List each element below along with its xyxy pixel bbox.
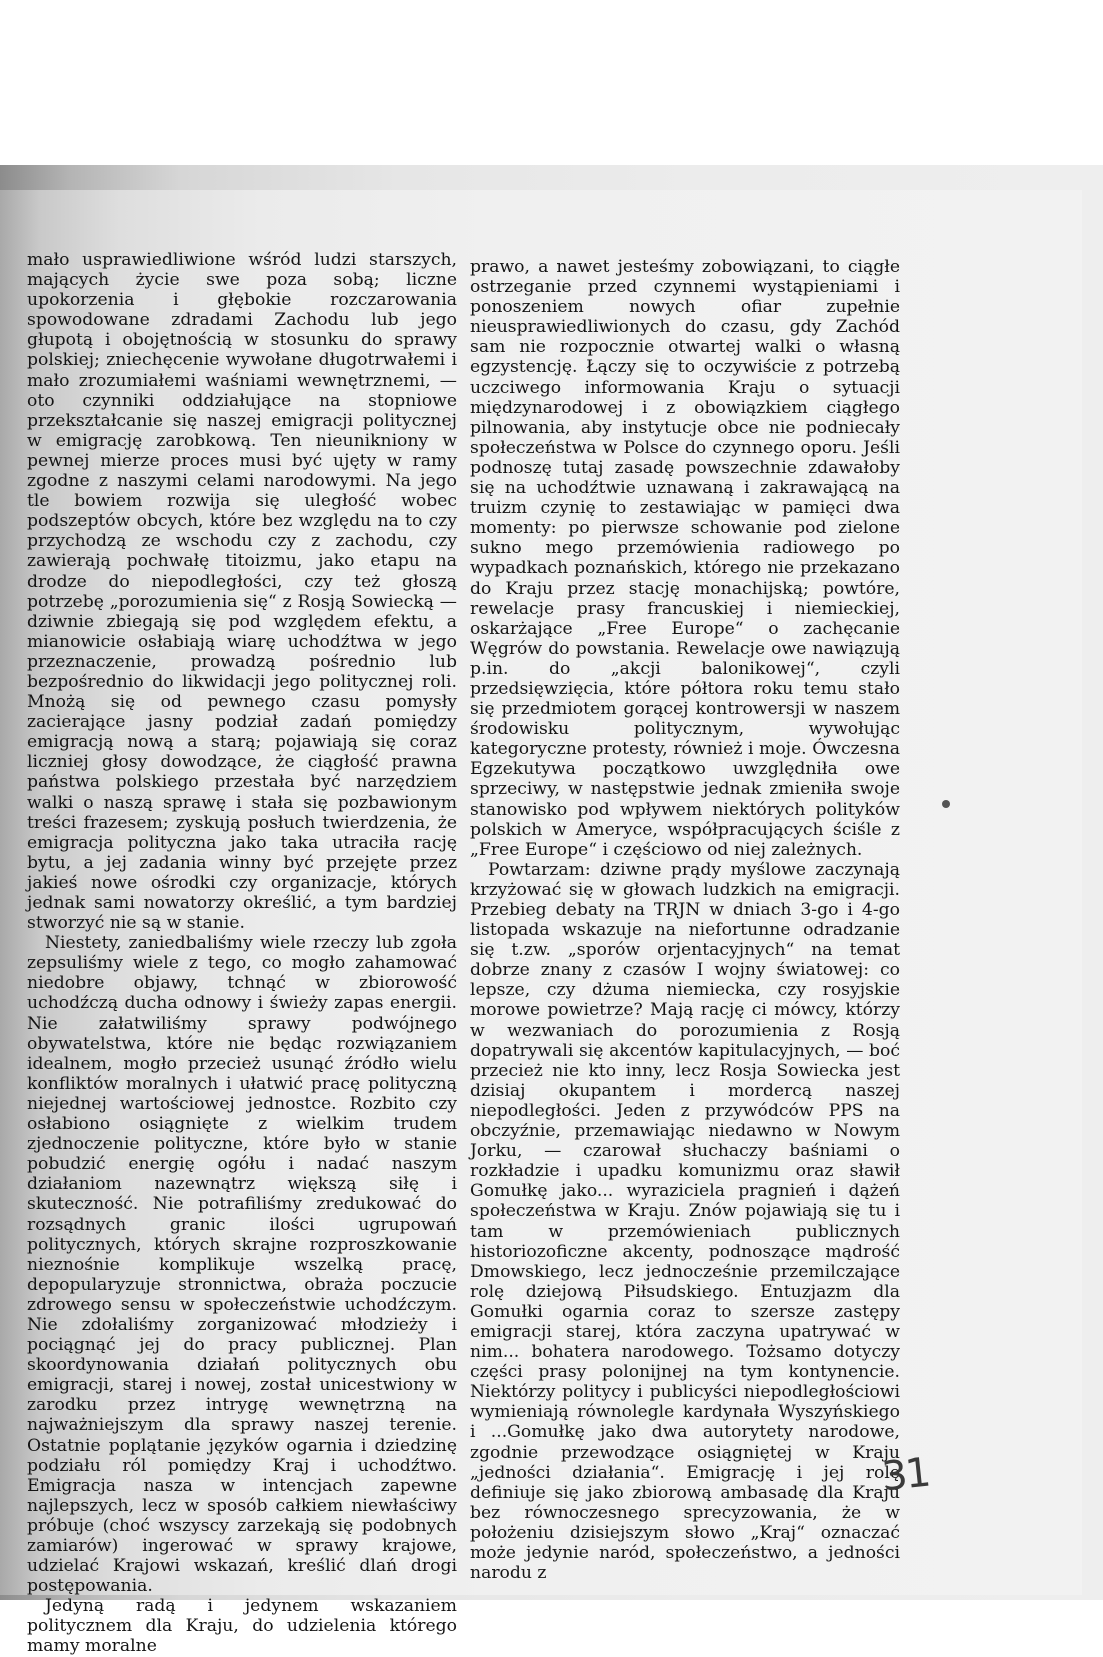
left-paragraph-2: Niestety, zaniedbaliśmy wiele rzeczy lub zgoła zepsuliśmy wiele z tego, co mogło zahamować niedobre objawy, tchnąć w zbiorowość uchodźczą ducha odnowy i świeży zapas energii. Nie załatwiliśmy sprawy podwójnego obywatelstwa, które nie będąc rozwiązaniem idealnem, mogło przecież usunąć źródło wielu konfliktów moralnych i ułatwić pracę polityczną niejednej wartościowej jednostce. Rozbito czy osłabiono osiągnięte z wielkim trudem zjednoczenie polityczne, które było w stanie pobudzić energię ogółu i nadać naszym działaniom nazewnątrz większą siłę i skuteczność. Nie potrafiliśmy zredukować do rozsądnych granic ilości ugrupowań politycznych, których skrajne rozproszkowanie nieznośnie komplikuje wszelką pracę, depopularyzuje stronnictwa, obraża poczucie zdrowego sensu w społeczeństwie uchodźczym. Nie zdołaliśmy zorganizować młodzieży i pociągnąć jej do pracy publicznej. Plan skoordynowania działań politycznych obu emigracji, starej i nowej, został unicestwiony w zarodku przez intrygę wewnętrzną na najważniejszym dla sprawy naszej terenie. Ostatnie poplątanie języków ogarnia i dziedzinę podziału ról pomiędzy Kraj i uchodźtwo. Emigracja nasza w intencjach zapewne najlepszych, lecz w sposób całkiem niewłaściwy próbuje (choć wszyscy zarzekają się podobnych zamiarów) ingerować w sprawy krajowe, udzielać Krajowi wskazań, kreślić dlań drogi postępowania. bbox=[27, 933, 457, 1597]
right-text-column bbox=[470, 257, 900, 1583]
right-paragraph-2: Powtarzam: dziwne prądy myślowe zaczynają krzyżować się w głowach ludzkich na emigracji. Przebieg debaty na TRJN w dniach 3-go i 4-go listopada wskazuje na niefortunne odradzanie się t.zw. „sporów orjentacyjnych“ na temat dobrze znany z czasów I wojny światowej: co lepsze, czy dżuma niemiecka, czy rosyjskie morowe powietrze? Mają rację ci mówcy, którzy w wezwaniach do porozumienia z Rosją dopatrywali się akcentów kapitulacyjnych, — boć przecież nie kto inny, lecz Rosja Sowiecka jest dzisiaj okupantem i mordercą naszej niepodległości. Jeden z przywódców PPS na obczyźnie, przemawiając niedawno w Nowym Jorku, — czarował słuchaczy baśniami o rozkładzie i upadku komunizmu oraz sławił Gomułkę jako... wyraziciela pragnień i dążeń społeczeństwa w Kraju. Znów pojawiają się tu i tam w przemówieniach publicznych historiozoficzne akcenty, podnoszące mądrość Dmowskiego, lecz jednocześnie przemilczające rolę dziejową Piłsudskiego. Entuzjazm dla Gomułki ogarnia coraz to szersze zastępy emigracji starej, która zaczyna upatrywać w nim... bohatera narodowego. Tożsamo dotyczy części prasy polonijnej na tym kontynencie. Niektórzy politycy i publicyści niepodległościowi wymieniają równolegle kardynała Wyszyńskiego i ...Gomułkę jako dwa autorytety narodowe, zgodnie przewodzące osiągniętej w Kraju „jedności działania“. Emigrację i jej rolę definiuje się jako zbiorową ambasadę dla Kraju bez równoczesnego sprecyzowania, że w położeniu dzisiejszym słowo „Kraj“ oznaczać może jedynie naród, społeczeństwo, a jedności narodu z bbox=[470, 859, 900, 1584]
right-paragraph-1: prawo, a nawet jesteśmy zobowiązani, to ciągłe ostrzeganie przed czynnemi wystąpieniami i ponoszeniem nowych ofiar zupełnie nieusprawiedliwionych do czasu, gdy Zachód sam nie rozpocznie otwartej walki o własną egzystencję. Łączy się to oczywiście z potrzebą uczciwego informowania Kraju o sytuacji międzynarodowej i z obowiązkiem ciągłego pilnowania, aby instytucje obce nie podniecały społeczeństwa w Polsce do czynnego oporu. Jeśli podnoszę tutaj zasadę powszechnie zdawałoby się na uchodźtwie uznawaną i zakrawającą na truizm czynię to zestawiając w pamięci dwa momenty: po pierwsze schowanie pod zielone sukno mego przemówienia radiowego po wypadkach poznańskich, którego nie przekazano do Kraju przez stację monachijską; powtóre, rewelacje prasy francuskiej i niemieckiej, oskarżające „Free Europe“ o zachęcanie Węgrów do powstania. Rewelacje owe nawiązują p.in. do „akcji balonikowej“, czyli przedsięwzięcia, które półtora roku temu stało się przedmiotem gorącej kontrowersji w naszem środowisku politycznym, wywołując kategoryczne protesty, również i moje. Ówczesna Egzekutywa początkowo uwzględniła owe sprzeciwy, w następstwie jednak zmieniła swoje stanowisko pod wpływem niektórych polityków polskich w Ameryce, współpracujących ściśle z „Free Europe“ i częściowo od niej zależnych. bbox=[470, 257, 900, 860]
scan-speck bbox=[942, 800, 950, 808]
handwritten-page-number: 31 bbox=[879, 1449, 932, 1501]
left-paragraph-3: Jedyną radą i jedynem wskazaniem politycznem dla Kraju, do udzielenia którego mamy moralne bbox=[27, 1596, 457, 1657]
left-paragraph-1: mało usprawiedliwione wśród ludzi starszych, mających życie swe poza sobą; liczne upokorzenia i głębokie rozczarowania spowodowane zdradami Zachodu lub jego głupotą i obojętnością w stosunku do sprawy polskiej; zniechęcenie wywołane długotrwałemi i mało zrozumiałemi waśniami wewnętrznemi, — oto czynniki oddziałujące na stopniowe przekształcanie się naszej emigracji politycznej w emigrację zarobkową. Ten nieunikniony w pewnej mierze proces musi być ujęty w ramy zgodne z naszymi celami narodowymi. Na jego tle bowiem rozwija się uległość wobec podszeptów obcych, które bez względu na to czy przychodzą ze wschodu czy z zachodu, czy zawierają pochwałę titoizmu, jako etapu na drodze do niepodległości, czy też głoszą potrzebę „porozumienia się“ z Rosją Sowiecką — dziwnie zbiegają się pod względem efektu, a mianowicie osłabiają wiarę uchodźtwa w jego przeznaczenie, prowadzą pośrednio lub bezpośrednio do likwidacji jego politycznej roli. Mnożą się od pewnego czasu pomysły zacierające jasny podział zadań pomiędzy emigracją nową a starą; pojawiają się coraz liczniej głosy dowodzące, że ciągłość prawna państwa polskiego przestała być narzędziem walki o naszą sprawę i stała się pozbawionym treści frazesem; zyskują posłuch twierdzenia, że emigracja polityczna jako taka utraciła rację bytu, a jej zadania winny być przejęte przez jakieś nowe ośrodki czy organizacje, których jednak sami nowatorzy określić, a tym bardziej stworzyć nie są w stanie. bbox=[27, 250, 457, 934]
left-text-column bbox=[27, 250, 457, 1657]
